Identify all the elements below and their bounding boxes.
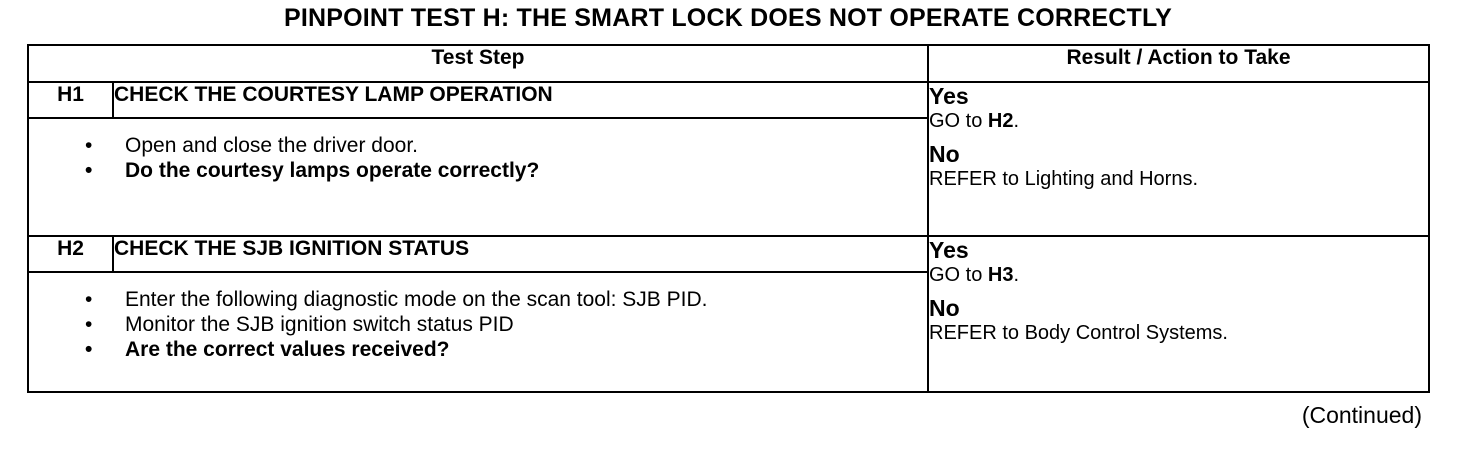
- action-item: • Enter the following diagnostic mode on the scan tool: SJB PID.: [85, 288, 708, 311]
- action-item: • Monitor the SJB ignition switch status PID: [85, 313, 514, 336]
- no-label: No: [929, 141, 960, 167]
- step-title: CHECK THE COURTESY LAMP OPERATION: [113, 82, 928, 118]
- yes-action: GO to H2.: [929, 110, 1020, 132]
- step-title: CHECK THE SJB IGNITION STATUS: [113, 236, 928, 272]
- step-id: H2: [28, 236, 113, 272]
- no-action: REFER to Body Control Systems.: [929, 322, 1228, 344]
- test-step-header: Test Step: [28, 45, 928, 82]
- no-label: No: [929, 295, 960, 321]
- step-result: [928, 236, 1429, 392]
- no-result: [929, 141, 1428, 191]
- question-item: • Are the correct values received?: [85, 338, 450, 361]
- yes-label: Yes: [929, 83, 969, 109]
- step-result: [928, 82, 1429, 236]
- yes-target-link[interactable]: H2: [987, 110, 1014, 132]
- yes-target-link[interactable]: H3: [987, 264, 1014, 286]
- action-item: • Open and close the driver door.: [85, 134, 419, 157]
- pinpoint-test-table: [27, 44, 1430, 393]
- table-header-row: [28, 45, 1429, 82]
- page-title: PINPOINT TEST H: THE SMART LOCK DOES NOT OPERATE CORRECTLY: [283, 4, 1173, 32]
- yes-result: [929, 83, 1428, 133]
- question-item: • Do the courtesy lamps operate correctly?: [85, 159, 540, 182]
- continued-note: (Continued): [1301, 402, 1422, 428]
- yes-result: [929, 237, 1428, 287]
- step-title-row: [28, 82, 1429, 118]
- step-actions: [28, 118, 928, 236]
- no-action: REFER to Lighting and Horns.: [929, 168, 1199, 190]
- yes-label: Yes: [929, 237, 969, 263]
- step-id: H1: [28, 82, 113, 118]
- step-title-row: [28, 236, 1429, 272]
- step-actions: [28, 272, 928, 392]
- no-result: [929, 295, 1428, 345]
- yes-action: GO to H3.: [929, 264, 1020, 286]
- result-header: Result / Action to Take: [928, 45, 1429, 82]
